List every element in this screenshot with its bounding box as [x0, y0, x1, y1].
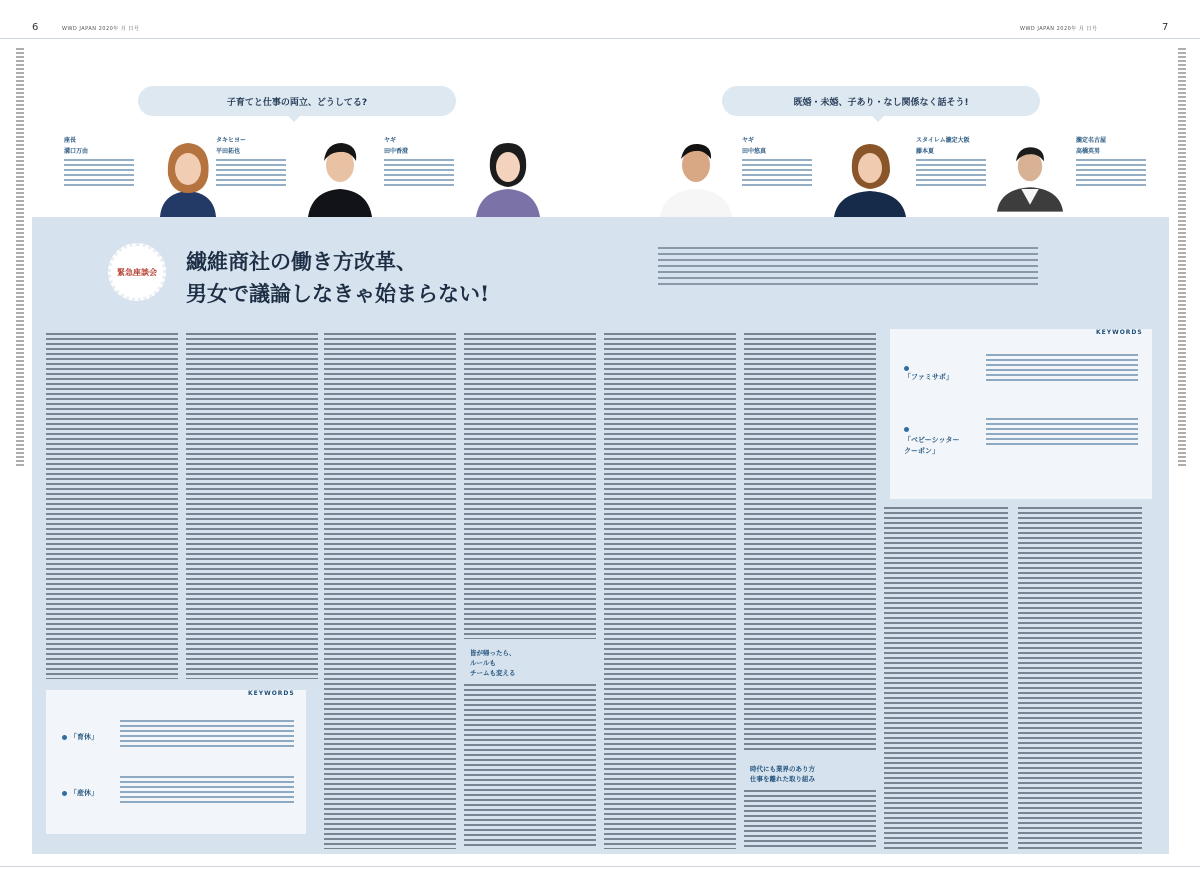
participant-bio [916, 159, 986, 189]
keyword-description [120, 720, 294, 748]
keywords-title-left: KEYWORDS [248, 690, 295, 697]
body-column-6a [744, 333, 876, 753]
participant-name: 田中香澄 [384, 148, 409, 155]
feature-badge: 緊急座談会 [108, 243, 166, 301]
left-folio: WWD JAPAN 2020年 月 日号 [62, 26, 140, 32]
participant-name: 高橋英男 [1076, 148, 1101, 155]
participant-role: ヤギ [384, 137, 397, 144]
header-rule [0, 38, 1200, 39]
body-column-7 [884, 507, 1008, 849]
keyword-description [120, 776, 294, 804]
participant-1 [64, 135, 234, 217]
participant-6 [990, 135, 1160, 217]
body-column-1 [46, 333, 178, 679]
participant-photo [462, 135, 554, 217]
participant-role: 瀧定名古屋 [1076, 137, 1107, 144]
bullet-icon [904, 427, 909, 432]
right-margin-text [1178, 48, 1186, 468]
body-column-3 [324, 333, 456, 849]
left-margin-text [16, 48, 24, 468]
participant-photo [990, 135, 1070, 217]
bullet-icon [904, 366, 909, 371]
keywords-title-right: KEYWORDS [1096, 329, 1143, 336]
participant-bio [216, 159, 286, 189]
participant-name: 平田拓也 [216, 148, 241, 155]
keyword-term-label: 「ファミサポ」 [904, 373, 953, 381]
speech-bubble-right: 既婚・未婚、子あり・なし関係なく話そう! [722, 86, 1040, 116]
participant-name: 田中悠真 [742, 148, 767, 155]
keyword-description [986, 354, 1138, 382]
keyword-term [62, 732, 98, 742]
participant-4 [650, 135, 820, 217]
participant-role: スタイレム瀧定大阪 [916, 137, 970, 144]
participant-bio [64, 159, 134, 189]
participant-bio [384, 159, 454, 189]
body-column-2 [186, 333, 318, 679]
participant-2 [216, 135, 386, 217]
participant-name: 溝口万由 [64, 148, 89, 155]
participant-bio [1076, 159, 1146, 189]
keyword-term-label: 「産休」 [70, 789, 98, 797]
participant-role: ヤギ [742, 137, 755, 144]
keyword-term [62, 788, 98, 798]
participant-photo [294, 135, 386, 217]
participant-photo [650, 135, 742, 217]
body-column-6b [744, 790, 876, 849]
body-column-5 [604, 333, 736, 849]
participant-text [742, 135, 812, 189]
participant-role: 座長 [64, 137, 77, 144]
left-page-number: 6 [32, 22, 39, 33]
article-subhead-1: 皆が帰ったら、 ルールも チームも変える [470, 649, 516, 677]
right-folio: WWD JAPAN 2020年 月 日号 [1020, 26, 1098, 32]
article-subhead-2: 時代にも業界のあり方 仕事を離れた取り組み [750, 765, 815, 783]
participant-5 [824, 135, 994, 217]
keywords-box-left [46, 690, 306, 834]
participant-3 [384, 135, 554, 217]
participant-photo [824, 135, 916, 217]
speech-bubble-left: 子育てと仕事の両立、どうしてる? [138, 86, 456, 116]
bullet-icon [62, 735, 67, 740]
keyword-description [986, 418, 1138, 446]
participant-text [916, 135, 986, 189]
keyword-term-label: 「育休」 [70, 733, 98, 741]
keyword-term-label: 「ベビーシッター クーポン」 [904, 436, 960, 455]
right-page-number: 7 [1162, 22, 1169, 33]
keyword-term [904, 364, 953, 382]
bullet-icon [62, 791, 67, 796]
keyword-term [904, 424, 959, 457]
participant-text [1076, 135, 1146, 189]
article-lead [658, 247, 1038, 287]
participant-role: タキヒヨー [216, 137, 247, 144]
body-column-4a [464, 333, 596, 639]
footer-rule [0, 866, 1200, 867]
participant-name: 藤本夏 [916, 148, 935, 155]
body-column-4b [464, 684, 596, 849]
article-headline: 繊維商社の働き方改革、 男女で議論しなきゃ始まらない! [186, 249, 490, 306]
body-column-8 [1018, 507, 1142, 849]
participant-bio [742, 159, 812, 189]
